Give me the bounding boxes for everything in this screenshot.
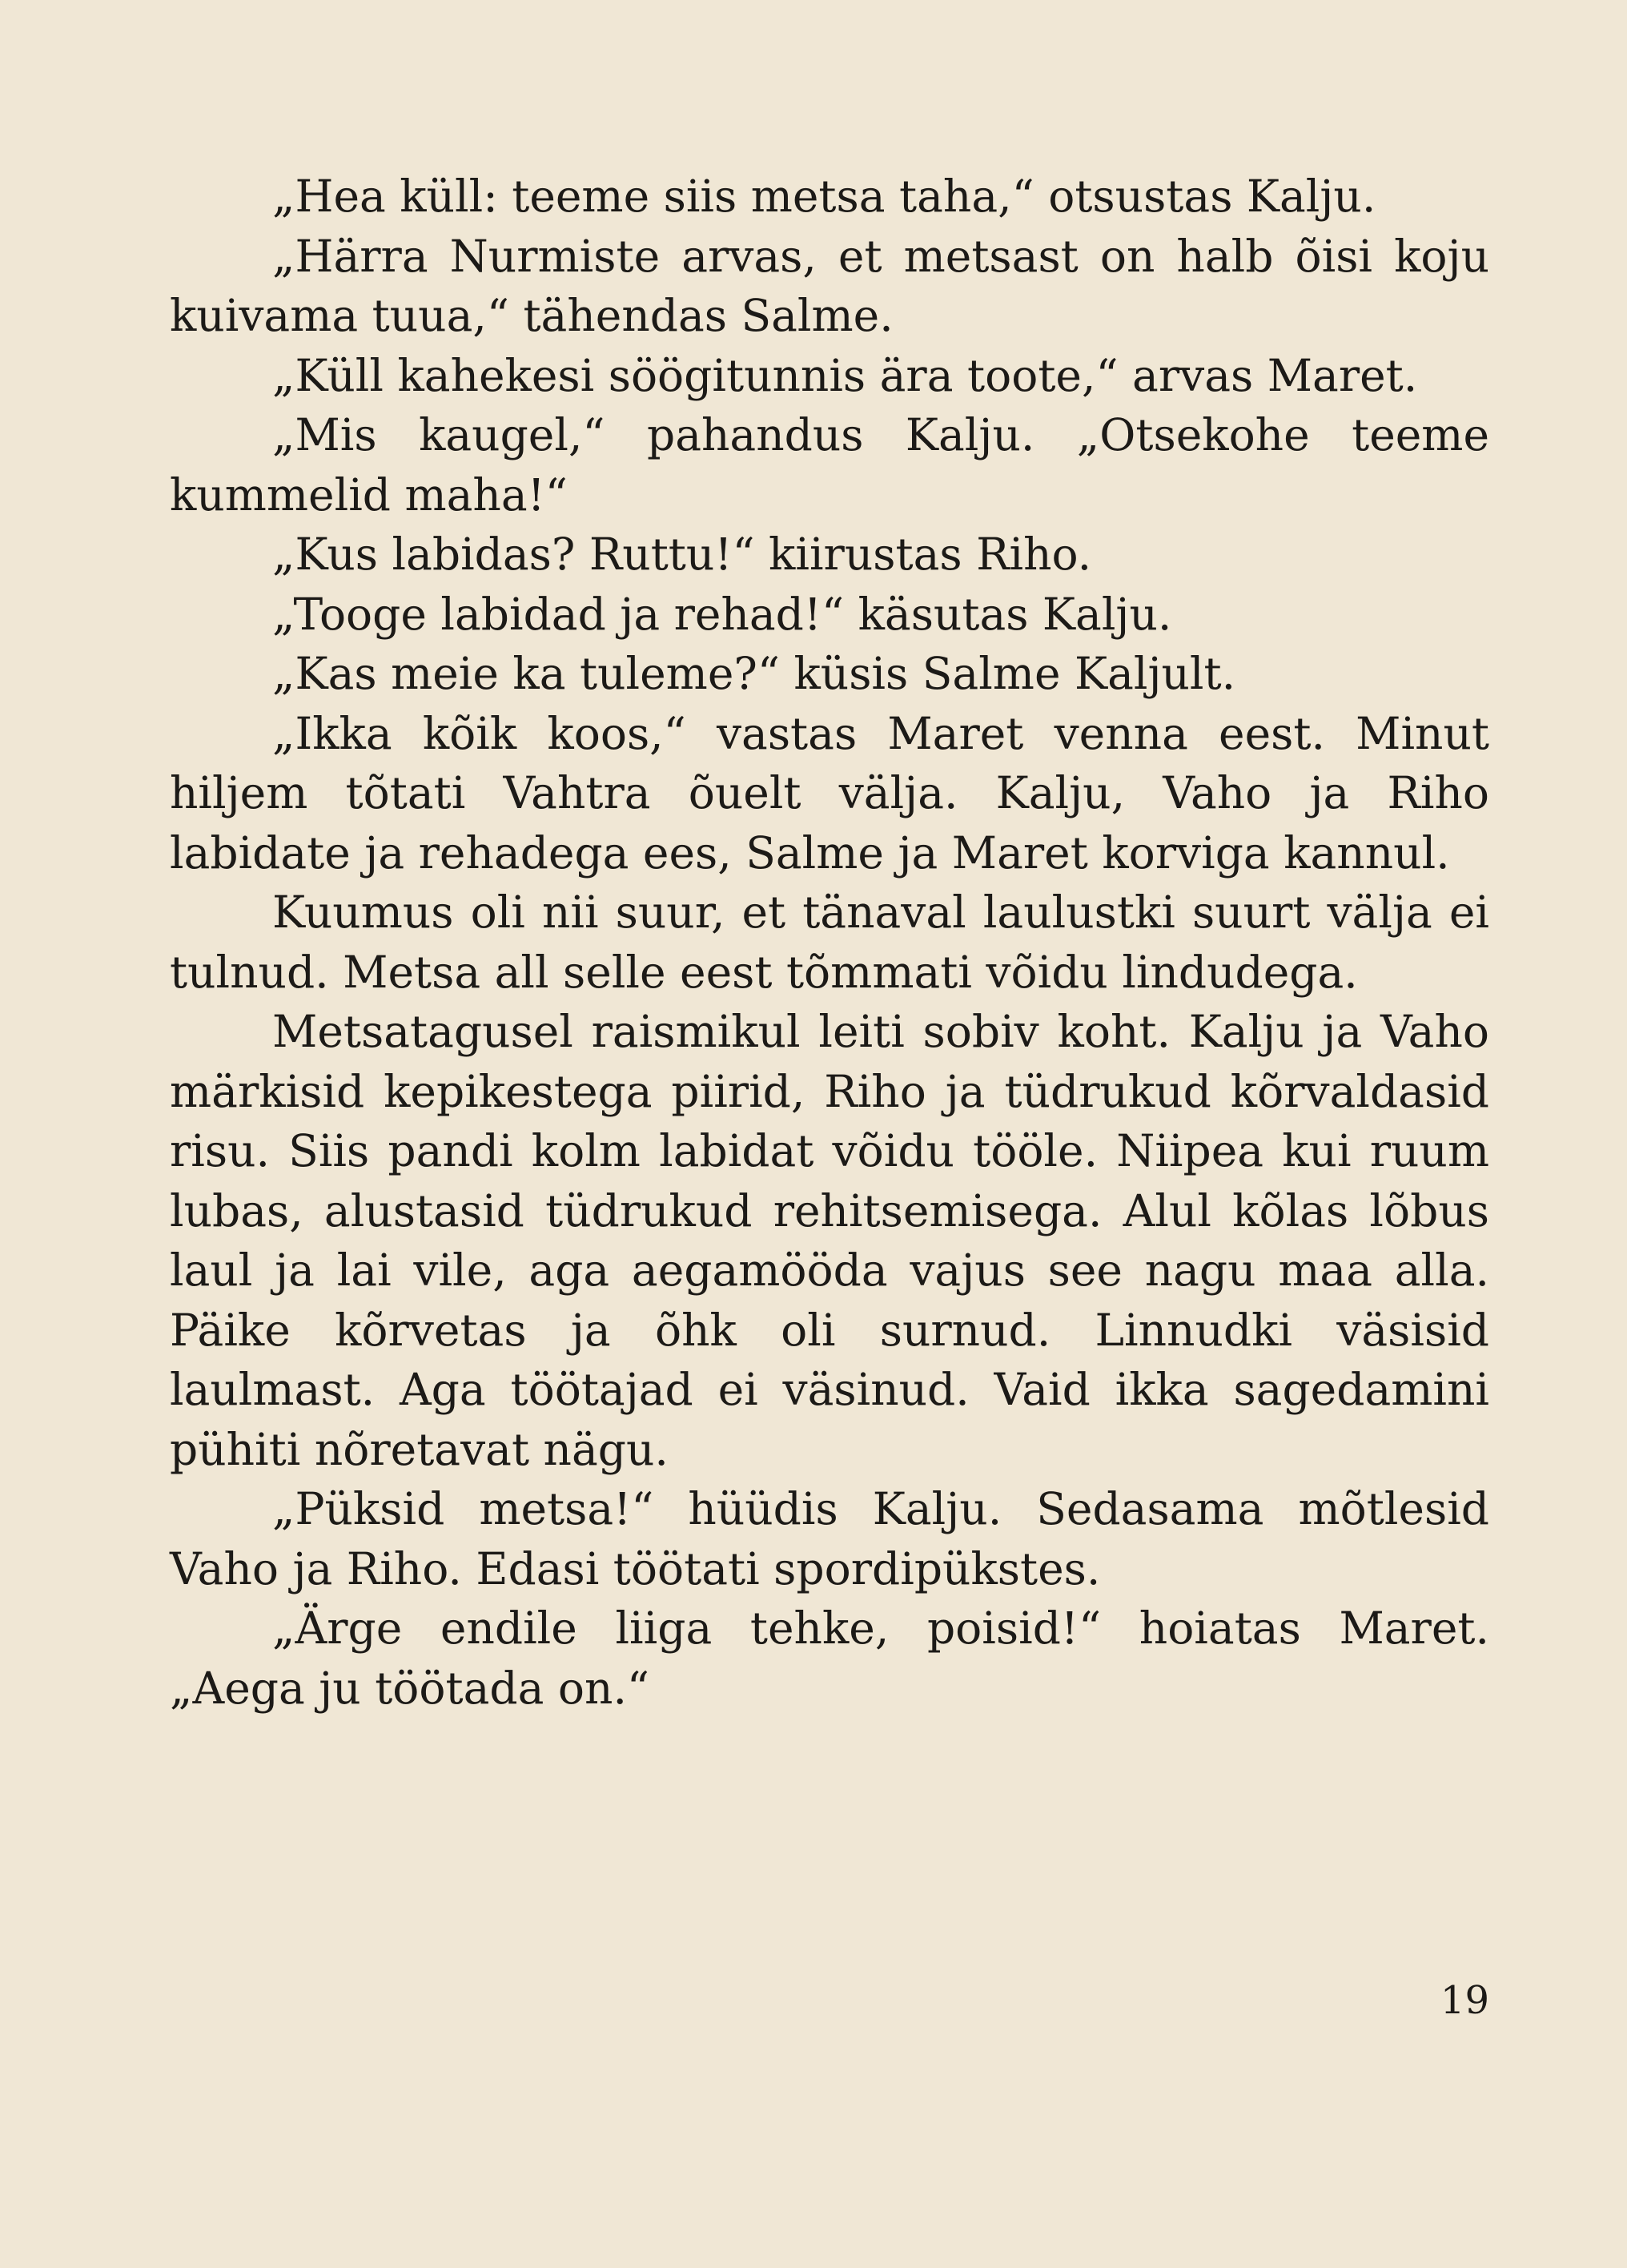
paragraph: Metsatagusel raismikul leiti sobiv koht. Kalju ja Vaho märkisid kepikestega piirid, Riho ja tüdrukud kõrvaldasid risu. Siis pandi kolm labidat võidu tööle. Niipea kui ruum lubas, alustasid tüdrukud rehitsemisega. Alul kõlas lõbus laul ja lai vile, aga aegamööda vajus see nagu maa alla. Päike kõrvetas ja õhk oli surnud. Linnudki väsisid laulmast. Aga töötajad ei väsinud. Vaid ikka sagedamini pühiti nõretavat nägu. [170,1006,1489,1475]
paragraph: Kuumus oli nii suur, et tänaval laulustki suurt välja ei tulnud. Metsa all selle eest tõmmati võidu lindudega. [170,887,1489,998]
paragraph: „Härra Nurmiste arvas, et metsast on halb õisi koju kuivama tuua,“ tähendas Salme. [170,230,1489,341]
paragraph: „Tooge labidad ja rehad!“ käsutas Kalju. [272,588,1172,640]
paragraph: „Ikka kõik koos,“ vastas Maret venna eest. Minut hiljem tõtati Vahtra õuelt välja. Kalju, Vaho ja Riho labidate ja rehadega ees, Salme ja Maret korviga kannul. [170,707,1489,879]
paragraph: „Püksid metsa!“ hüüdis Kalju. Sedasama mõtlesid Vaho ja Riho. Edasi töötati spordipükstes. [170,1483,1489,1594]
paragraph: „Küll kahekesi söögitunnis ära toote,“ arvas Maret. [272,349,1418,401]
paragraph: „Hea küll: teeme siis metsa taha,“ otsustas Kalju. [272,171,1376,222]
page-number: 19 [1440,1978,1489,2023]
paragraph: „Kas meie ka tuleme?“ küsis Salme Kaljult. [272,648,1236,699]
paragraph: „Mis kaugel,“ pahandus Kalju. „Otsekohe teeme kummelid maha!“ [170,409,1489,521]
paragraph: „Ärge endile liiga tehke, poisid!“ hoiatas Maret. „Aega ju töötada on.“ [170,1602,1489,1714]
body-text [170,167,1489,1718]
paragraph: „Kus labidas? Ruttu!“ kiirustas Riho. [272,529,1092,580]
